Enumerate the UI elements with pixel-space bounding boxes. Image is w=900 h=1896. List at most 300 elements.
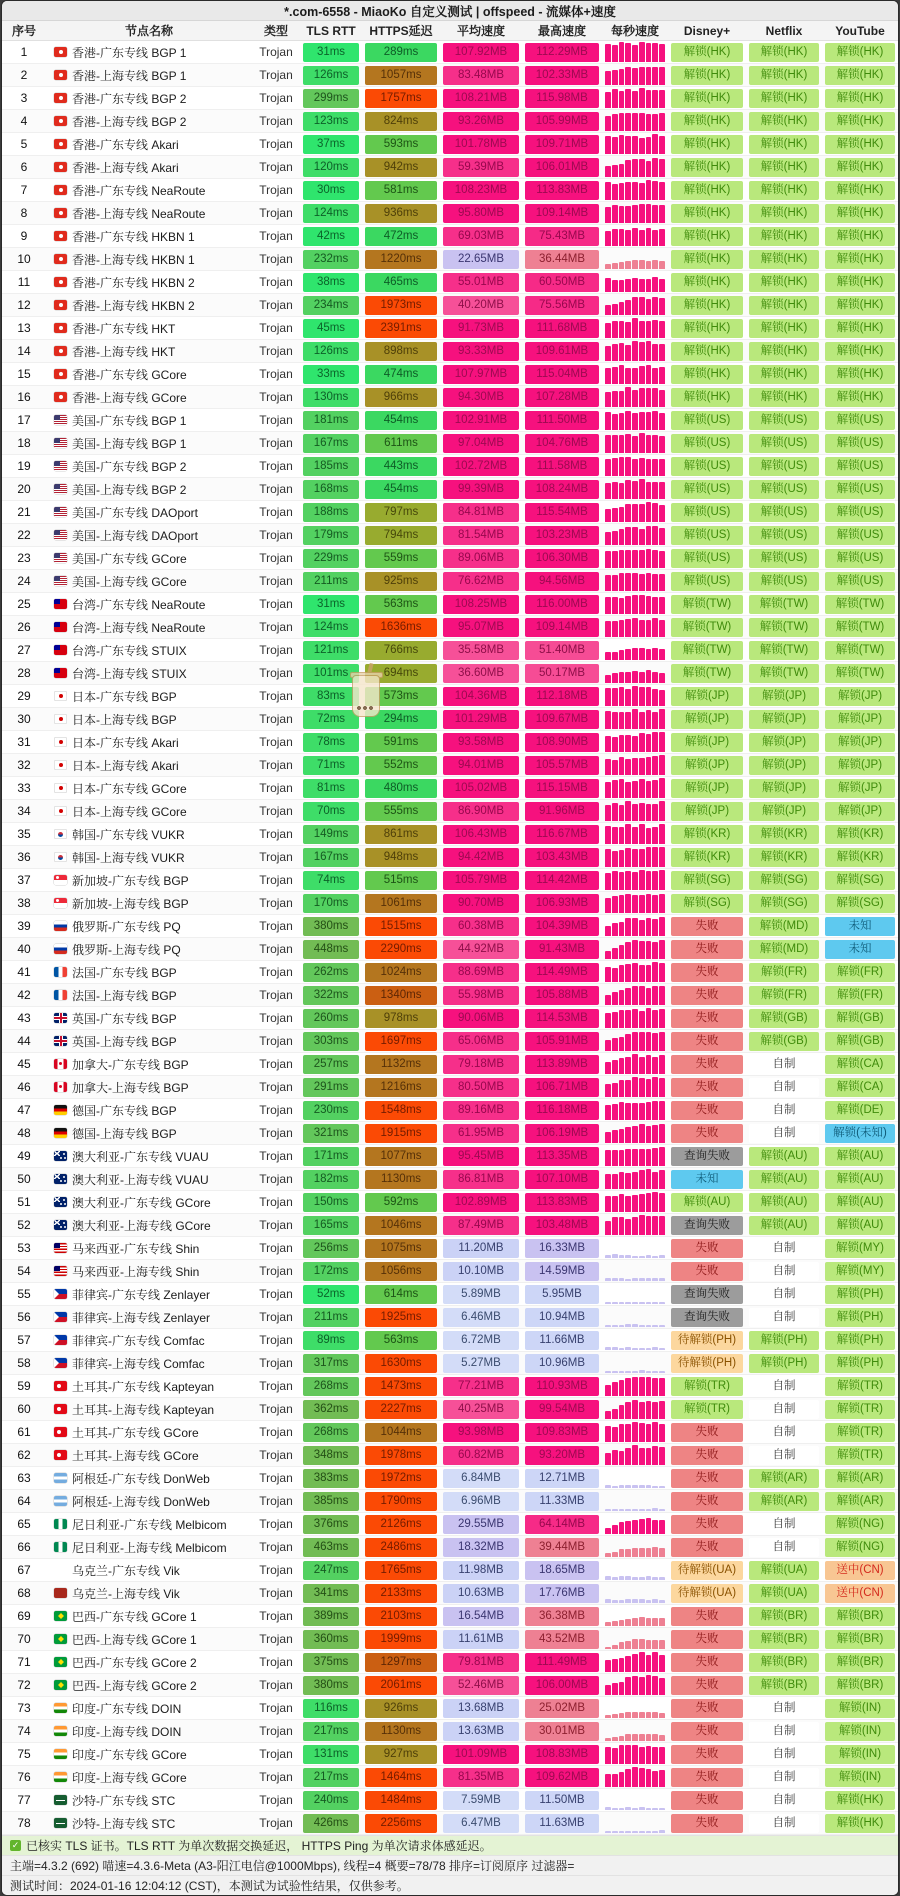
disney-cell: 失败 xyxy=(671,1262,743,1281)
node-type: Trojan xyxy=(259,505,293,519)
tls-rtt-cell: 426ms xyxy=(303,1814,359,1833)
max-speed-cell: 106.00MB xyxy=(525,1676,599,1695)
youtube-cell: 解锁(US) xyxy=(825,411,895,430)
speed-bar xyxy=(619,1682,625,1695)
avg-speed-cell: 90.70MB xyxy=(443,894,519,913)
node-name-cell xyxy=(46,550,252,567)
max-speed-cell: 50.17MB xyxy=(525,664,599,683)
speed-bar xyxy=(632,758,638,775)
speed-bar xyxy=(625,1219,631,1235)
row-index: 17 xyxy=(17,413,31,427)
tls-rtt-cell: 348ms xyxy=(303,1446,359,1465)
youtube-cell: 解锁(FR) xyxy=(825,963,895,982)
row-index: 66 xyxy=(17,1540,31,1554)
max-speed-cell: 18.65MB xyxy=(525,1561,599,1580)
youtube-cell: 解锁(AU) xyxy=(825,1170,895,1189)
max-speed-cell: 115.15MB xyxy=(525,779,599,798)
speed-bar xyxy=(659,113,665,131)
max-speed-cell: 109.61MB xyxy=(525,342,599,361)
speed-bar xyxy=(625,964,631,982)
disney-cell: 解锁(TW) xyxy=(671,664,743,683)
max-speed-cell: 109.83MB xyxy=(525,1423,599,1442)
https-latency-cell: 1220ms xyxy=(365,250,437,269)
node-name: 巴西-广东专线 GCore 2 xyxy=(72,1655,197,1670)
column-header-index: 序号 xyxy=(11,24,36,38)
speed-bar xyxy=(652,732,658,752)
tls-rtt-cell: 126ms xyxy=(303,342,359,361)
flag-icon-ph xyxy=(54,1358,67,1368)
speed-bar xyxy=(646,1149,652,1166)
speed-bar xyxy=(652,1508,658,1511)
avg-speed-cell: 90.06MB xyxy=(443,1009,519,1028)
speed-bar xyxy=(632,413,638,430)
tls-rtt-cell: 362ms xyxy=(303,1400,359,1419)
https-latency-cell: 1548ms xyxy=(365,1101,437,1120)
node-type: Trojan xyxy=(259,1264,293,1278)
avg-speed-cell: 55.01MB xyxy=(443,273,519,292)
youtube-cell: 解锁(HK) xyxy=(825,158,895,177)
node-name-cell xyxy=(46,1746,252,1763)
node-name-cell xyxy=(46,274,252,291)
speed-bars-cell xyxy=(602,1168,668,1190)
avg-speed-cell: 69.03MB xyxy=(443,227,519,246)
row-index: 19 xyxy=(17,459,31,473)
speed-bar xyxy=(659,528,665,545)
avg-speed-cell: 18.32MB xyxy=(443,1538,519,1557)
youtube-cell: 解锁(BR) xyxy=(825,1676,895,1695)
speed-bar xyxy=(619,1642,625,1649)
speed-bar xyxy=(652,574,658,591)
speed-bar xyxy=(646,1831,652,1833)
flag-icon-gb xyxy=(54,1013,67,1023)
tls-rtt-cell: 230ms xyxy=(303,1101,359,1120)
speed-bar xyxy=(619,1485,625,1488)
speed-bars-cell xyxy=(602,1444,668,1466)
flag-icon-br xyxy=(54,1611,67,1621)
row-index: 24 xyxy=(17,574,31,588)
speed-bar xyxy=(619,1736,625,1741)
speed-bar xyxy=(646,321,652,338)
speed-bars-cell xyxy=(602,87,668,109)
node-name: 乌克兰-上海专线 Vik xyxy=(72,1586,180,1601)
speed-bar xyxy=(632,1377,638,1396)
node-type: Trojan xyxy=(259,1333,293,1347)
speed-bar xyxy=(646,279,652,292)
flag-icon-hk xyxy=(54,346,67,356)
speed-bar xyxy=(659,67,665,85)
row-index: 73 xyxy=(17,1701,31,1715)
speed-bar xyxy=(652,1125,658,1143)
check-icon: ✓ xyxy=(11,1840,20,1850)
speed-bar xyxy=(632,260,638,269)
node-name: 新加坡-广东专线 BGP xyxy=(72,873,189,888)
speed-bar xyxy=(659,1302,665,1304)
node-type: Trojan xyxy=(259,1793,293,1807)
tls-rtt-cell: 123ms xyxy=(303,112,359,131)
speed-bar xyxy=(625,1807,631,1810)
speed-bar xyxy=(646,137,652,154)
speed-bar xyxy=(625,1576,631,1580)
node-name: 美国-上海专线 BGP 1 xyxy=(72,436,187,451)
youtube-cell: 解锁(BR) xyxy=(825,1607,895,1626)
speed-bar xyxy=(659,182,665,200)
speed-bar xyxy=(652,1302,658,1304)
netflix-cell: 解锁(HK) xyxy=(749,250,819,269)
node-type: Trojan xyxy=(259,620,293,634)
speed-bars-cell xyxy=(602,1766,668,1788)
https-latency-cell: 294ms xyxy=(365,710,437,729)
speed-bar xyxy=(632,895,638,913)
tls-rtt-cell: 247ms xyxy=(303,1561,359,1580)
speed-bar xyxy=(639,458,645,476)
node-type: Trojan xyxy=(259,1425,293,1439)
speed-bar xyxy=(605,1255,611,1258)
disney-cell: 失败 xyxy=(671,1055,743,1074)
avg-speed-cell: 61.95MB xyxy=(443,1124,519,1143)
speed-bars-cell xyxy=(602,1030,668,1052)
node-name: 加拿大-广东专线 BGP xyxy=(72,1057,189,1072)
max-speed-cell: 114.49MB xyxy=(525,963,599,982)
tls-rtt-cell: 303ms xyxy=(303,1032,359,1051)
speed-bar xyxy=(646,526,652,545)
speed-bar xyxy=(619,280,625,292)
table-row xyxy=(2,1743,898,1766)
speed-bar xyxy=(619,229,625,246)
node-type: Trojan xyxy=(259,735,293,749)
speed-bar xyxy=(639,230,645,246)
node-name-cell xyxy=(46,1056,252,1073)
speed-bar xyxy=(612,780,618,798)
avg-speed-cell: 22.65MB xyxy=(443,250,519,269)
row-index: 18 xyxy=(17,436,31,450)
speed-bar xyxy=(639,342,645,361)
speed-bar xyxy=(639,648,645,660)
speed-bars-cell xyxy=(602,639,668,661)
speed-bar xyxy=(612,458,618,476)
youtube-cell: 解锁(HK) xyxy=(825,1814,895,1833)
speed-bars-cell xyxy=(602,478,668,500)
flag-icon-tr xyxy=(54,1404,67,1414)
tls-rtt-cell: 257ms xyxy=(303,1055,359,1074)
node-name-cell xyxy=(46,734,252,751)
row-index: 76 xyxy=(17,1770,31,1784)
table-row xyxy=(2,1214,898,1237)
netflix-cell: 解锁(BR) xyxy=(749,1607,819,1626)
speed-bar xyxy=(652,827,658,844)
speed-bar xyxy=(612,304,618,315)
speed-bar xyxy=(632,1445,638,1465)
speed-bar xyxy=(646,988,652,1005)
avg-speed-cell: 108.23MB xyxy=(443,181,519,200)
node-type: Trojan xyxy=(259,1471,293,1485)
speed-bar xyxy=(605,264,611,269)
speed-bar xyxy=(612,1083,618,1097)
speed-bar xyxy=(625,1378,631,1396)
speed-bar xyxy=(639,550,645,568)
speed-bar xyxy=(605,575,611,591)
speed-bar xyxy=(605,1105,611,1120)
speed-bar xyxy=(659,505,665,522)
speed-bar xyxy=(612,992,618,1005)
speed-bar xyxy=(612,508,618,522)
row-index: 63 xyxy=(17,1471,31,1485)
table-row xyxy=(2,1559,898,1582)
youtube-cell: 解锁(HK) xyxy=(825,296,895,315)
speed-bar xyxy=(625,918,631,936)
speed-bar xyxy=(612,803,618,821)
speed-bar xyxy=(659,482,665,499)
node-name: 英国-上海专线 BGP xyxy=(72,1034,177,1049)
speed-bar xyxy=(632,1808,638,1810)
speed-bar xyxy=(625,160,631,177)
row-index: 15 xyxy=(17,367,31,381)
speed-bar xyxy=(625,1034,631,1051)
speed-bars-cell xyxy=(602,1789,668,1811)
speed-bar xyxy=(632,68,638,85)
node-name-cell xyxy=(46,1079,252,1096)
speed-bar xyxy=(652,230,658,246)
disney-cell: 解锁(JP) xyxy=(671,779,743,798)
avg-speed-cell: 102.72MB xyxy=(443,457,519,476)
speed-bar xyxy=(632,736,638,752)
youtube-cell: 解锁(TW) xyxy=(825,664,895,683)
speed-bars-cell xyxy=(602,1375,668,1397)
speed-bars-cell xyxy=(602,1076,668,1098)
table-row xyxy=(2,1329,898,1352)
flag-icon-jp xyxy=(54,691,67,701)
youtube-cell: 解锁(MY) xyxy=(825,1239,895,1258)
speed-bars-cell xyxy=(602,1674,668,1696)
row-index: 27 xyxy=(17,643,31,657)
row-index: 28 xyxy=(17,666,31,680)
speed-bar xyxy=(625,89,631,108)
speed-bar xyxy=(619,1150,625,1166)
table-row xyxy=(2,179,898,202)
disney-cell: 解锁(HK) xyxy=(671,296,743,315)
node-type: Trojan xyxy=(259,1563,293,1577)
flag-icon-hk xyxy=(54,231,67,241)
speed-bar xyxy=(625,1485,631,1488)
speed-bar xyxy=(632,1734,638,1741)
node-name: 日本-上海专线 Akari xyxy=(72,758,179,773)
speed-bar xyxy=(652,435,658,453)
table-row xyxy=(2,938,898,961)
speed-bar xyxy=(625,1324,631,1327)
table-row xyxy=(2,110,898,133)
row-index: 77 xyxy=(17,1793,31,1807)
speed-bar xyxy=(659,1401,665,1419)
node-name: 土耳其-广东专线 Kapteyan xyxy=(72,1379,215,1394)
tls-rtt-cell: 182ms xyxy=(303,1170,359,1189)
netflix-cell: 解锁(HK) xyxy=(749,135,819,154)
https-latency-cell: 515ms xyxy=(365,871,437,890)
speed-bar xyxy=(632,671,638,683)
table-row xyxy=(2,340,898,363)
speed-bar xyxy=(625,43,631,62)
speed-bar xyxy=(639,504,645,522)
flag-icon-us xyxy=(54,438,67,448)
speed-bar xyxy=(639,779,645,798)
speed-bar xyxy=(625,345,631,361)
speed-bar xyxy=(639,1652,645,1672)
netflix-cell: 解锁(UA) xyxy=(749,1561,819,1580)
youtube-cell: 解锁(AU) xyxy=(825,1147,895,1166)
youtube-cell: 解锁(HK) xyxy=(825,319,895,338)
avg-speed-cell: 79.18MB xyxy=(443,1055,519,1074)
speed-bars-cell xyxy=(602,823,668,845)
node-type: Trojan xyxy=(259,298,293,312)
row-index: 31 xyxy=(17,735,31,749)
tls-rtt-cell: 179ms xyxy=(303,526,359,545)
flag-icon-ca xyxy=(54,1082,67,1092)
speed-bar xyxy=(652,712,658,729)
node-type: Trojan xyxy=(259,1080,293,1094)
avg-speed-cell: 86.90MB xyxy=(443,802,519,821)
https-latency-cell: 797ms xyxy=(365,503,437,522)
node-name: 日本-上海专线 BGP xyxy=(72,712,177,727)
max-speed-cell: 113.83MB xyxy=(525,1193,599,1212)
speed-bar xyxy=(639,42,645,62)
speed-bar xyxy=(659,1216,665,1235)
node-type: Trojan xyxy=(259,1701,293,1715)
speed-bar xyxy=(639,1302,645,1304)
speed-bar xyxy=(659,894,665,913)
speed-bar xyxy=(612,1325,618,1327)
node-name-cell xyxy=(46,435,252,452)
node-name: 美国-上海专线 GCore xyxy=(72,574,187,589)
speed-bar xyxy=(605,1747,611,1764)
speed-bar xyxy=(619,757,625,775)
speed-bar xyxy=(612,1254,618,1258)
speed-bar xyxy=(646,1008,652,1028)
speed-bar xyxy=(605,551,611,568)
netflix-cell: 自制 xyxy=(749,1400,819,1419)
node-name: 香港-广东专线 Akari xyxy=(72,137,179,152)
node-name-cell xyxy=(46,1378,252,1395)
speed-bar xyxy=(639,1831,645,1833)
speed-bar xyxy=(625,1734,631,1741)
speed-bar xyxy=(625,1549,631,1557)
https-latency-cell: 1044ms xyxy=(365,1423,437,1442)
speed-bar xyxy=(639,138,645,154)
speed-bar xyxy=(639,1677,645,1695)
disney-cell: 解锁(JP) xyxy=(671,710,743,729)
speed-bar xyxy=(639,1256,645,1258)
speed-bar xyxy=(612,1525,618,1534)
https-latency-cell: 824ms xyxy=(365,112,437,131)
node-name: 土耳其-上海专线 GCore xyxy=(72,1448,199,1463)
flag-icon-us xyxy=(54,415,67,425)
speed-bar xyxy=(639,412,645,430)
node-name: 台湾-广东专线 STUIX xyxy=(72,643,187,658)
speed-bar xyxy=(659,279,665,292)
avg-speed-cell: 93.58MB xyxy=(443,733,519,752)
row-index: 49 xyxy=(17,1149,31,1163)
table-row xyxy=(2,1651,898,1674)
max-speed-cell: 106.19MB xyxy=(525,1124,599,1143)
speed-bar xyxy=(612,1104,618,1120)
max-speed-cell: 111.58MB xyxy=(525,457,599,476)
node-name-cell xyxy=(46,1562,252,1579)
netflix-cell: 解锁(FR) xyxy=(749,963,819,982)
netflix-cell: 解锁(PH) xyxy=(749,1354,819,1373)
table-row xyxy=(2,1582,898,1605)
node-name-cell xyxy=(46,90,252,107)
disney-cell: 失败 xyxy=(671,1745,743,1764)
max-speed-cell: 113.89MB xyxy=(525,1055,599,1074)
speed-bar xyxy=(646,1302,652,1304)
speed-bar xyxy=(652,67,658,85)
node-type: Trojan xyxy=(259,1011,293,1025)
speed-bar xyxy=(612,1278,618,1281)
speed-bars-cell xyxy=(602,1720,668,1742)
node-type: Trojan xyxy=(259,436,293,450)
max-speed-cell: 111.50MB xyxy=(525,411,599,430)
max-speed-cell: 14.59MB xyxy=(525,1262,599,1281)
disney-cell: 待解锁(PH) xyxy=(671,1331,743,1350)
speed-bar xyxy=(646,161,652,177)
speed-bar xyxy=(612,184,618,200)
https-latency-cell: 2486ms xyxy=(365,1538,437,1557)
node-type: Trojan xyxy=(259,1218,293,1232)
https-latency-cell: 472ms xyxy=(365,227,437,246)
row-index: 14 xyxy=(17,344,31,358)
node-name: 韩国-广东专线 VUKR xyxy=(72,827,185,842)
max-speed-cell: 115.54MB xyxy=(525,503,599,522)
speed-bar xyxy=(652,114,658,131)
flag-icon-ar xyxy=(54,1496,67,1506)
node-name: 香港-广东专线 GCore xyxy=(72,367,187,382)
row-index: 60 xyxy=(17,1402,31,1416)
node-type: Trojan xyxy=(259,597,293,611)
table-row xyxy=(2,616,898,639)
speed-bar xyxy=(625,894,631,913)
speed-bar xyxy=(605,207,611,223)
table-row xyxy=(2,639,898,662)
speed-bar xyxy=(659,824,665,844)
speed-bar xyxy=(652,1808,658,1810)
speed-bar xyxy=(612,1217,618,1235)
avg-speed-cell: 91.73MB xyxy=(443,319,519,338)
speed-bar xyxy=(619,550,625,568)
speed-bars-cell xyxy=(602,662,668,684)
speed-bar xyxy=(632,527,638,545)
speed-bar xyxy=(605,92,611,108)
speed-bar xyxy=(619,735,625,752)
speed-bar xyxy=(659,1486,665,1488)
node-name-cell xyxy=(46,826,252,843)
speed-bars-cell xyxy=(602,386,668,408)
flag-icon-us xyxy=(54,530,67,540)
speed-bar xyxy=(632,1548,638,1557)
disney-cell: 查询失败 xyxy=(671,1147,743,1166)
row-index: 23 xyxy=(17,551,31,565)
tls-rtt-cell: 70ms xyxy=(303,802,359,821)
node-name: 香港-上海专线 Akari xyxy=(72,160,179,175)
speed-bar xyxy=(639,1548,645,1557)
flag-icon-hk xyxy=(54,300,67,310)
node-name-cell xyxy=(46,504,252,521)
speed-bars-cell xyxy=(602,1352,668,1374)
max-speed-cell: 36.38MB xyxy=(525,1607,599,1626)
speed-bar xyxy=(659,229,665,246)
speed-bar xyxy=(646,1485,652,1488)
speed-bar xyxy=(639,1599,645,1603)
speed-bar xyxy=(632,1077,638,1097)
tls-rtt-cell: 120ms xyxy=(303,158,359,177)
speed-bar xyxy=(646,412,652,430)
https-latency-cell: 552ms xyxy=(365,756,437,775)
